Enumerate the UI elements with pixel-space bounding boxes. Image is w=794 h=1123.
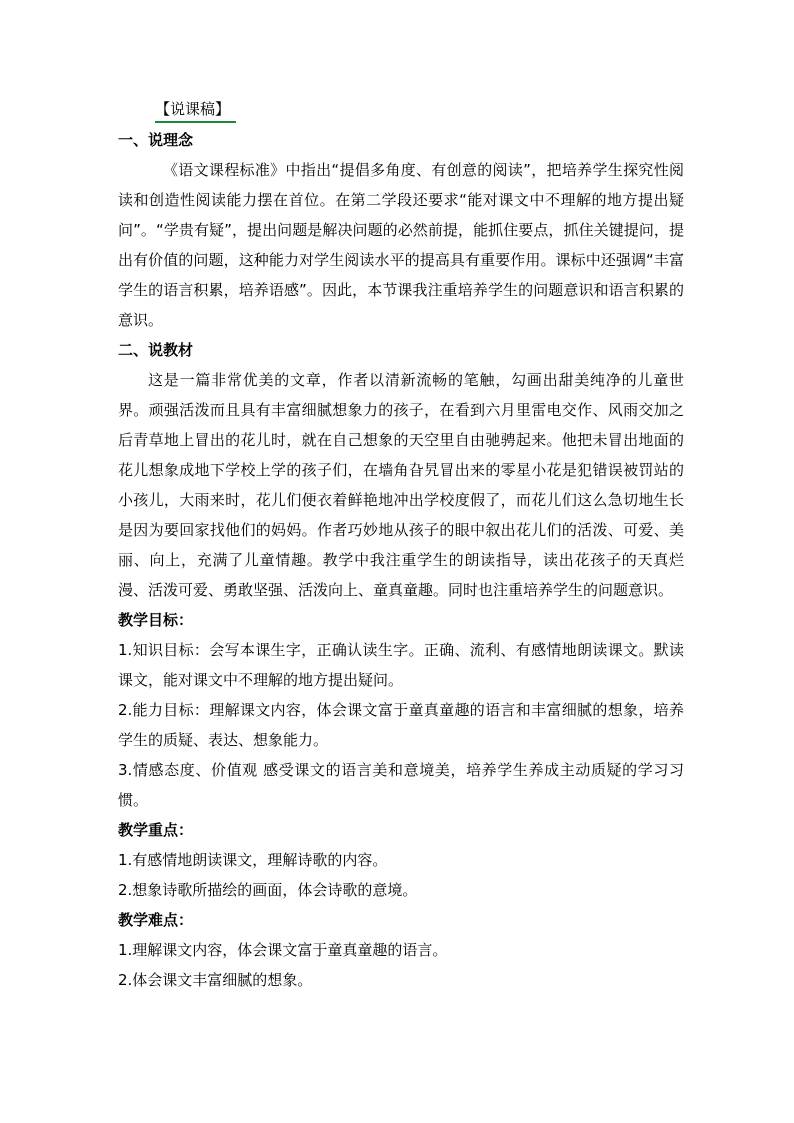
section-heading-difficulties: 教学难点：	[118, 911, 194, 929]
keypoint-item-2: 2.想象诗歌所描绘的画面，体会诗歌的意境。	[118, 881, 418, 899]
section-heading-textbook: 二、说教材	[118, 341, 194, 359]
section-heading-philosophy: 一、说理念	[118, 131, 194, 149]
document-page	[118, 98, 684, 995]
difficulty-item-2: 2.体会课文丰富细腻的想象。	[118, 971, 313, 989]
keypoint-item-1: 1.有感情地朗读课文，理解诗歌的内容。	[118, 851, 388, 869]
goal-item-attitude: 3.情感态度、价值观 感受课文的语言美和意境美，培养学生养成主动质疑的学习习惯。	[118, 761, 684, 809]
section-heading-goals: 教学目标：	[118, 611, 194, 629]
textbook-paragraph: 这是一篇非常优美的文章，作者以清新流畅的笔触，勾画出甜美纯净的儿童世界。顽强活泼而且具有丰富细腻想象力的孩子，在看到六月里雷电交作、风雨交加之后青草地上冒出的花儿时，就在自己想象的天空里自由驰骋起来。他把未冒出地面的花儿想象成地下学校上学的孩子们，在墙角旮旯冒出来的零星小花是犯错误被罚站的小孩儿，大雨来时，花儿们便衣着鲜艳地冲出学校度假了，而花儿们这么急切地生长是因为要回家找他们的妈妈。作者巧妙地从孩子的眼中叙出花儿们的活泼、可爱、美丽、向上，充满了儿童情趣。教学中我注重学生的朗读指导，读出花孩子的天真烂漫、活泼可爱、勇敢坚强、活泼向上、童真童趣。同时也注重培养学生的问题意识。	[118, 371, 684, 599]
section-heading-keypoints: 教学重点：	[118, 821, 194, 839]
difficulty-item-1: 1.理解课文内容，体会课文富于童真童趣的语言。	[118, 941, 448, 959]
philosophy-paragraph: 《语文课程标准》中指出“提倡多角度、有创意的阅读”，把培养学生探究性阅读和创造性阅读能力摆在首位。在第二学段还要求“能对课文中不理解的地方提出疑问”。“学贵有疑”，提出问题是解决问题的必然前提，能抓住要点，抓住关键提问，提出有价值的问题，这种能力对学生阅读水平的提高具有重要作用。课标中还强调“丰富学生的语言积累，培养语感”。因此，本节课我注重培养学生的问题意识和语言积累的意识。	[118, 161, 684, 329]
goal-item-ability: 2.能力目标：理解课文内容，体会课文富于童真童趣的语言和丰富细腻的想象，培养学生的质疑、表达、想象能力。	[118, 701, 684, 749]
document-title: 【说课稿】	[155, 98, 236, 123]
goal-item-knowledge: 1.知识目标：会写本课生字，正确认读生字。正确、流利、有感情地朗读课文。默读课文，能对课文中不理解的地方提出疑问。	[118, 641, 684, 689]
